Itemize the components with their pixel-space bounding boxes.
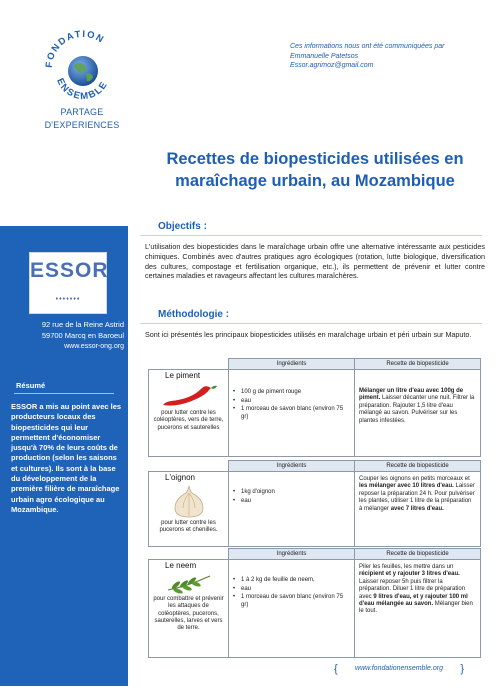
ingredient-item: • 1kg d'oignon [233,488,350,496]
credit-email-link[interactable]: Essor.agrimoz@gmail.com [290,62,374,69]
footer-website-link[interactable]: { www.fondationensemble.org } [338,665,460,672]
address-line-2: 59700 Marcq en Baroeul [41,331,124,340]
essor-website-link[interactable]: www.essor-ong.org [64,343,124,350]
recette-part: Piler les feuilles, les mettre dans un [359,564,454,570]
plant-use: pour lutter contre les coléoptères, vers de terre, pucerons et sauterelles [153,410,224,431]
methodologie-text: Sont ici présentés les principaux biopesticides utilisés en maraîchage urbain et péri urbain sur Maputo. [145,330,472,339]
chili-pepper-icon [159,382,219,408]
ingredient-item: • 1 morceau de savon blanc (environ 75 gr) [233,405,350,421]
recette-cell [355,370,481,457]
ingredient-item: • 1 morceau de savon blanc (environ 75 gr) [233,593,350,609]
resume-heading: Résumé [16,381,46,390]
fondation-ensemble-logo [38,22,128,112]
recipe-table-oignon [148,460,481,547]
plant-name: Le piment [165,371,201,380]
onion-icon [169,484,209,518]
recette-part: Laisser reposer 5h puis filtrer la préparation. Diluer 1 litre de préparation avec [359,578,466,600]
recette-rest: Laisser décanter une nuit. Filtrer la préparation. Rajouter 1,5 litre d'eau mélangé au savon. Pulvériser sur les plantes infestées. [359,395,475,424]
recette-cell [355,472,481,547]
plant-cell [149,560,229,658]
recette-header: Recette de biopesticide [355,549,481,560]
sidebar [0,226,128,686]
recette-bold: 9 litres d'eau, et y rajouter 100 ml d'eau mélangée au savon. [359,593,468,608]
essor-logo [29,252,107,314]
methodologie-heading: Méthodologie : [158,309,230,320]
ingredient-item: • eau [233,397,350,405]
title-line-2: maraîchage urbain, au Mozambique [175,172,455,190]
objectifs-heading: Objectifs : [158,221,207,232]
plant-cell [149,370,229,457]
credit-name: Emmanuelle Patetsos [290,52,359,60]
neem-leaf-icon [164,572,214,594]
ingredients-cell [229,472,355,547]
objectifs-text: L'utilisation des biopesticides dans le maraîchage urbain offre une alternative intéressante aux pesticides chimiques. Combinés avec d'autres pratiques agro écologiques (rotation, lutte biologique, diversification des cultures, compostage et fertilisation organique, etc.), ils permettent de prévenir et lutter contre certaines maladies et ravageurs affectant les cultures maraîchères. [145,242,485,281]
essor-address [6,319,124,352]
ingredients-header: Ingrédients [229,461,355,472]
recette-header: Recette de biopesticide [355,359,481,370]
ingredient-item: • 100 g de piment rouge [233,388,350,396]
credits-block [290,42,490,71]
recipe-table-neem [148,548,481,658]
address-line-1: 92 rue de la Reine Astrid [41,320,124,329]
essor-logo-word: ESSOR [30,259,109,282]
ingredient-item: • eau [233,585,350,593]
objectifs-divider [140,235,482,236]
partage-label: PARTAGE [60,107,104,117]
ingredients-cell [229,560,355,658]
recette-bold: les mélanger avec 10 litres d'eau. [359,483,454,490]
resume-text: ESSOR a mis au point avec les producteurs locaux des biopesticides qui leur permettent d'économiser jusqu'à 70% de leurs coûts de production (selon les saisons et cultures). Ils sont à la base du développement de la première filière de maraîchage urbain agro écologique au Mozambique. [11,402,122,514]
recette-cell [355,560,481,658]
recette-bold: Mélanger un litre d'eau avec 100g de piment. [359,388,464,402]
recette-header: Recette de biopesticide [355,461,481,472]
plant-cell [149,472,229,547]
recette-bold: récipient et y rajouter 3 litres d'eau. [359,571,460,578]
recette-part: Couper les oignons en petits morceaux et [359,476,470,482]
recipe-table-piment [148,358,481,457]
experiences-label: D'EXPERIENCES [44,120,120,130]
svg-text:FONDATION: FONDATION [43,28,107,69]
recette-part: Laisser reposer la préparation 24 h. Pour pulvériser les plantes, utiliser 1 litre de la préparation à mélanger [359,483,475,512]
ingredients-cell [229,370,355,457]
plant-use: pour combattre et prévenir les attaques de coléoptères, pucerons, sauterelles, larves et vers de terre. [153,596,224,632]
ingredient-item: • 1 à 2 kg de feuille de neem, [233,576,350,584]
resume-divider [14,393,114,394]
partage-experiences-tagline [32,106,132,132]
credit-line: Ces informations nous ont été communiquées par [290,43,445,50]
document-title [150,148,480,192]
ingredients-header: Ingrédients [229,549,355,560]
plant-name: L'oignon [165,473,195,482]
svg-text:ENSEMBLE: ENSEMBLE [54,76,111,103]
essor-logo-figures-icon: ♦♦♦♦♦♦♦ [55,296,81,302]
recette-bold: avec 7 litres d'eau. [390,505,444,512]
recette-part: Mélanger bien le tout. [359,601,473,615]
title-line-1: Recettes de biopesticides utilisées en [166,150,464,168]
ingredients-header: Ingrédients [229,359,355,370]
ingredient-item: • eau [233,497,350,505]
plant-name: Le neem [165,561,197,570]
methodologie-divider [140,323,482,324]
plant-use: pour lutter contre les pucerons et chenilles. [159,520,218,534]
